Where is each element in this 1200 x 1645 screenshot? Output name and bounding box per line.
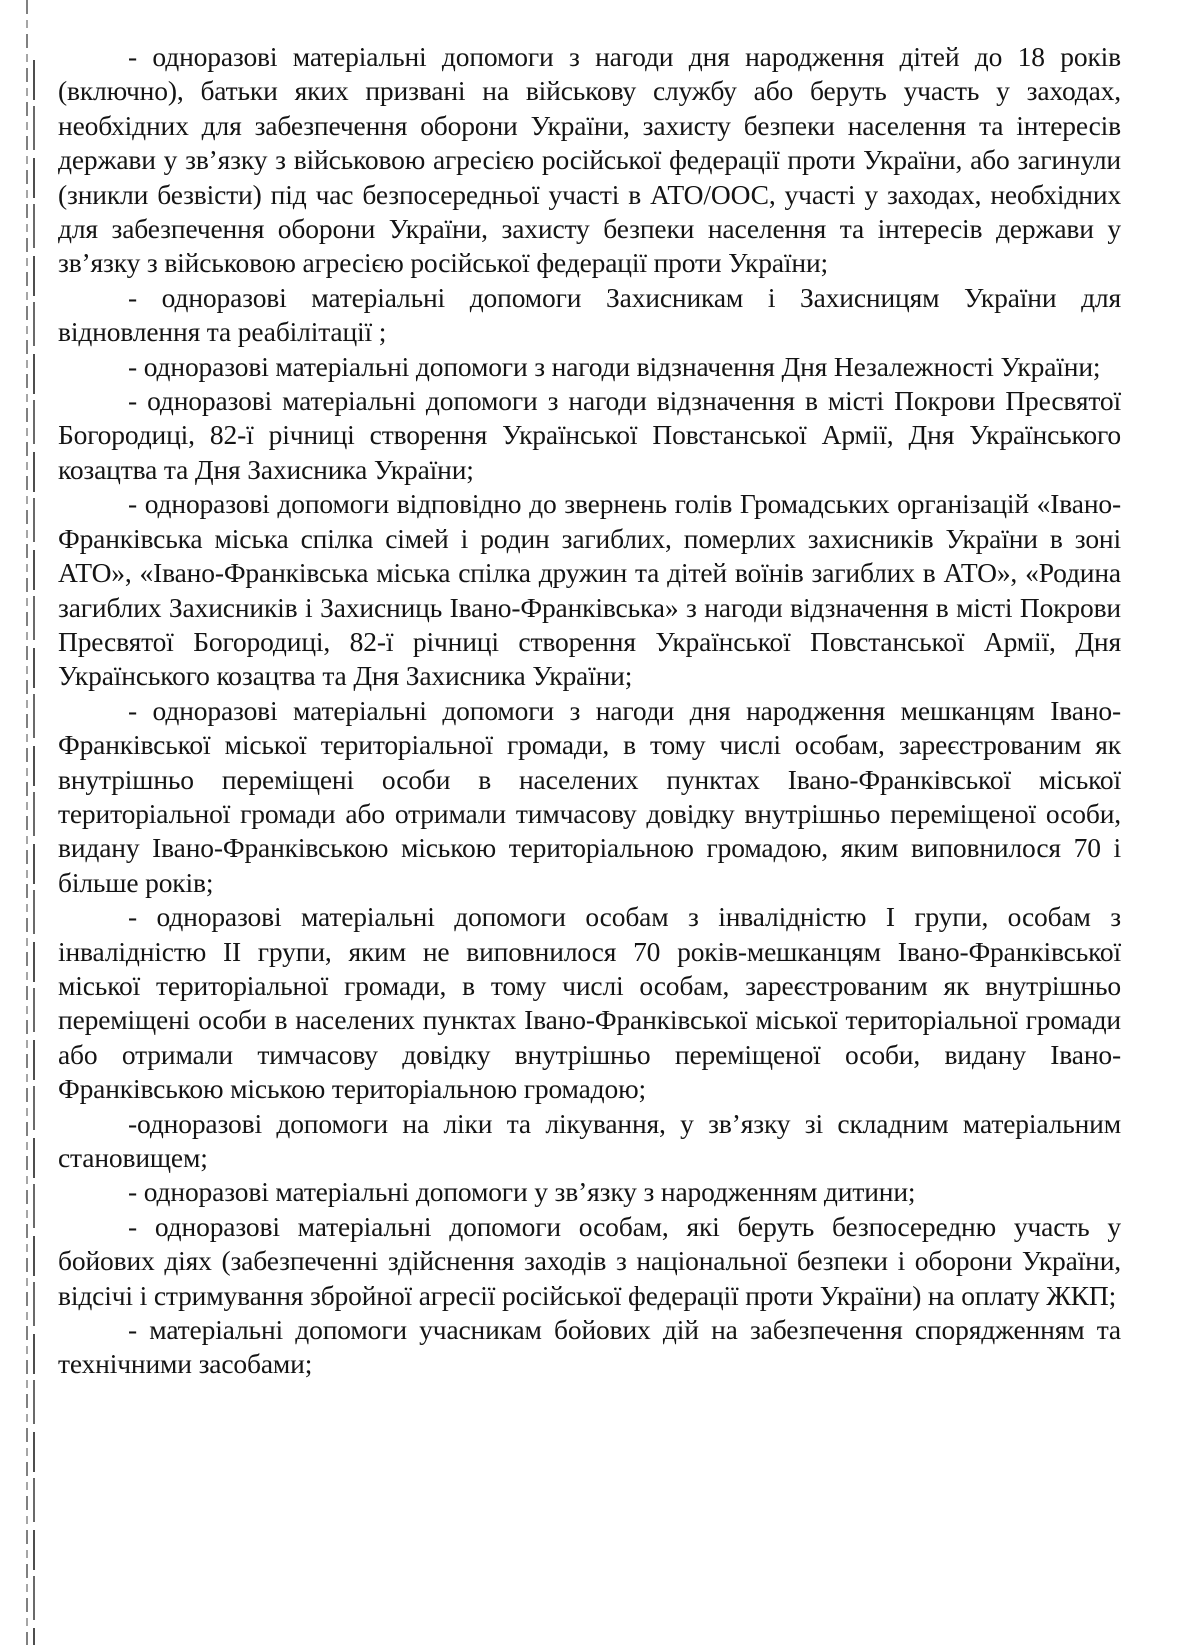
list-item-paragraph: - одноразові матеріальні допомоги особам з інвалідністю I групи, особам з інвалідністю II групи, яким не виповнилося 70 років-мешканцям Івано-Франківської міської територіальної громади, в тому числі особам, зареєстрованим як внутрішньо переміщені особи в населених пунктах Івано-Франківської міської територіальної громади або отримали тимчасову довідку внутрішньо переміщеної особи, видану Івано-Франківською міською територіальною громадою; xyxy=(58,901,1121,1105)
list-item-paragraph: - одноразові матеріальні допомоги у зв’язку з народженням дитини; xyxy=(128,1176,916,1208)
list-item-paragraph: - одноразові матеріальні допомоги особам, які беруть безпосередню участь у бойових діях (забезпеченні здійснення заходів з національної безпеки і оборони України, відсічі і стримування збройної агресії російської федерації проти України) на оплату ЖКП; xyxy=(58,1210,1121,1311)
list-item-paragraph: - одноразові матеріальні допомоги Захисникам і Захисницям України для відновлення та реабілітації ; xyxy=(58,281,1121,348)
list-item-paragraph: - одноразові матеріальні допомоги з нагоди дня народження дітей до 18 років (включно), батьки яких призвані на військову службу або беруть участь у заходах, необхідних для забезпечення оборони України, захисту безпеки населення та інтересів держави у зв’язку з військовою агресією російської федерації проти України, або загинули (зникли безвісти) під час безпосередньої участі в АТО/ООС, участі у заходах, необхідних для забезпечення оборони України, захисту безпеки населення та інтересів держави у зв’язку з військовою агресією російської федерації проти України; xyxy=(58,41,1121,279)
list-item-paragraph: - матеріальні допомоги учасникам бойових дій на забезпечення спорядженням та технічними засобами; xyxy=(58,1314,1121,1380)
list-item-paragraph: - одноразові допомоги відповідно до звернень голів Громадських організацій «Івано-Франківська міська спілка сімей і родин загиблих, померлих захисників України в зоні АТО», «Івано-Франківська міська спілка дружин та дітей воїнів загиблих в АТО», «Родина загиблих Захисників і Захисниць Івано-Франківська» з нагоди відзначення в місті Покрови Пресвятої Богородиці, 82-ї річниці створення Української Повстанської Армії, Дня Українського козацтва та Дня Захисника України; xyxy=(58,488,1121,692)
scan-edge-artifact xyxy=(26,0,28,1645)
list-item-paragraph: - одноразові матеріальні допомоги з нагоди відзначення в місті Покрови Пресвятої Богородиці, 82-ї річниці створення Української Повстанської Армії, Дня Українського козацтва та Дня Захисника України; xyxy=(58,385,1121,485)
list-item-paragraph: - одноразові матеріальні допомоги з нагоди дня народження мешканцям Івано-Франківської міської територіальної громади, в тому числі особам, зареєстрованим як внутрішньо переміщені особи в населених пунктах Івано-Франківської міської територіальної громади або отримали тимчасову довідку внутрішньо переміщеної особи, видану Івано-Франківською міською територіальною громадою, яким виповнилося 70 і більше років; xyxy=(58,694,1121,898)
scan-edge-artifact xyxy=(33,60,35,1645)
document-body xyxy=(58,40,1121,1382)
list-item-paragraph: - одноразові матеріальні допомоги з нагоди відзначення Дня Незалежності України; xyxy=(128,350,1101,382)
list-item-paragraph: -одноразові допомоги на ліки та лікування, у зв’язку зі складним матеріальним становищем; xyxy=(58,1107,1121,1173)
